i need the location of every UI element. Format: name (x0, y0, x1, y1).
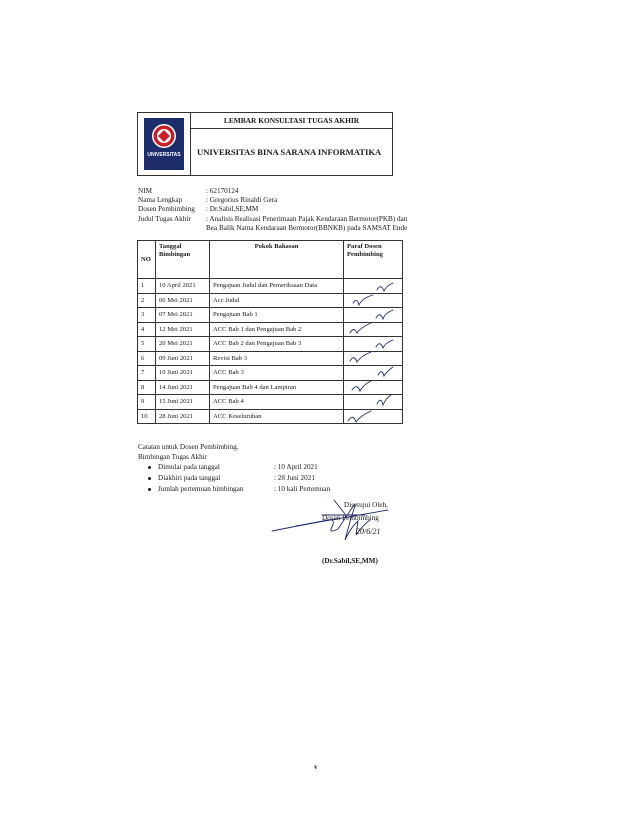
cell-date: 06 Mei 2021 (156, 293, 210, 308)
cell-topic: Revisi Bab 3 (210, 351, 344, 366)
cell-topic: ACC Bab 4 (210, 395, 344, 410)
page-number: v (314, 763, 318, 771)
cell-date: 10 April 2021 (156, 279, 210, 294)
signature-initial-row-6 (350, 352, 371, 362)
supervisor-role: Dosen Pembimbing (322, 514, 379, 522)
logo-text: UNIVERSITAS (147, 152, 181, 158)
header-sign: Paraf Dosen Pembimbing (344, 241, 403, 279)
cell-no: 5 (138, 337, 156, 352)
cell-date: 09 Juni 2021 (156, 351, 210, 366)
signature-initial-row-7 (378, 367, 393, 376)
cell-date: 10 Juni 2021 (156, 366, 210, 381)
header-no: NO (138, 241, 156, 279)
cell-date: 15 Juni 2021 (156, 395, 210, 410)
header-date: Tanggal Bimbingan (156, 241, 210, 279)
handwritten-date: 20/6/21 (356, 527, 381, 536)
cell-date: 14 Juni 2021 (156, 380, 210, 395)
cell-no: 2 (138, 293, 156, 308)
signature-initial-row-3 (376, 310, 393, 319)
signature-initial-row-5 (376, 340, 393, 348)
cell-topic: Pengajuan Bab 1 (210, 308, 344, 323)
signature-initial-row-1 (377, 283, 393, 291)
signature-initial-row-10 (348, 411, 371, 422)
supervisor-name: (Dr.Sabil,SE,MM) (322, 557, 378, 565)
cell-topic: Pengajuan Judul dan Pemeriksaan Data (210, 279, 344, 294)
university-name: UNIVERSITAS BINA SARANA INFORMATIKA (197, 147, 382, 157)
cell-date: 20 Mei 2021 (156, 337, 210, 352)
cell-no: 6 (138, 351, 156, 366)
signature-initial-row-2 (353, 295, 373, 305)
cell-no: 4 (138, 322, 156, 337)
signature-initial-row-4 (350, 323, 371, 333)
approved-by: Disetujui Oleh, (344, 501, 388, 509)
cell-date: 12 Mei 2021 (156, 322, 210, 337)
document-title: LEMBAR KONSULTASI TUGAS AKHIR (191, 113, 392, 129)
notes-line-2: Bimbingan Tugas Akhir (138, 453, 208, 461)
cell-topic: ACC Keseluruhan (210, 409, 344, 424)
cell-date: 07 Mei 2021 (156, 308, 210, 323)
cell-no: 1 (138, 279, 156, 294)
cell-no: 10 (138, 409, 156, 424)
cell-topic: Pengajuan Bab 4 dan Lampiran (210, 380, 344, 395)
header-topic: Pokok Bahasan (210, 241, 344, 279)
cell-no: 7 (138, 366, 156, 381)
cell-no: 8 (138, 380, 156, 395)
cell-no: 3 (138, 308, 156, 323)
signature-initial-row-9 (377, 395, 391, 405)
cell-topic: Acc Judul (210, 293, 344, 308)
cell-topic: ACC Bab 1 dan Pengajuan Bab 2 (210, 322, 344, 337)
cell-topic: ACC Bab 2 dan Pengajuan Bab 3 (210, 337, 344, 352)
cell-date: 28 Juni 2021 (156, 409, 210, 424)
notes-line-1: Catatan untuk Dosen Pembimbing. (138, 443, 239, 451)
cell-topic: ACC Bab 3 (210, 366, 344, 381)
cell-no: 9 (138, 395, 156, 410)
signature-initial-row-8 (352, 381, 371, 391)
